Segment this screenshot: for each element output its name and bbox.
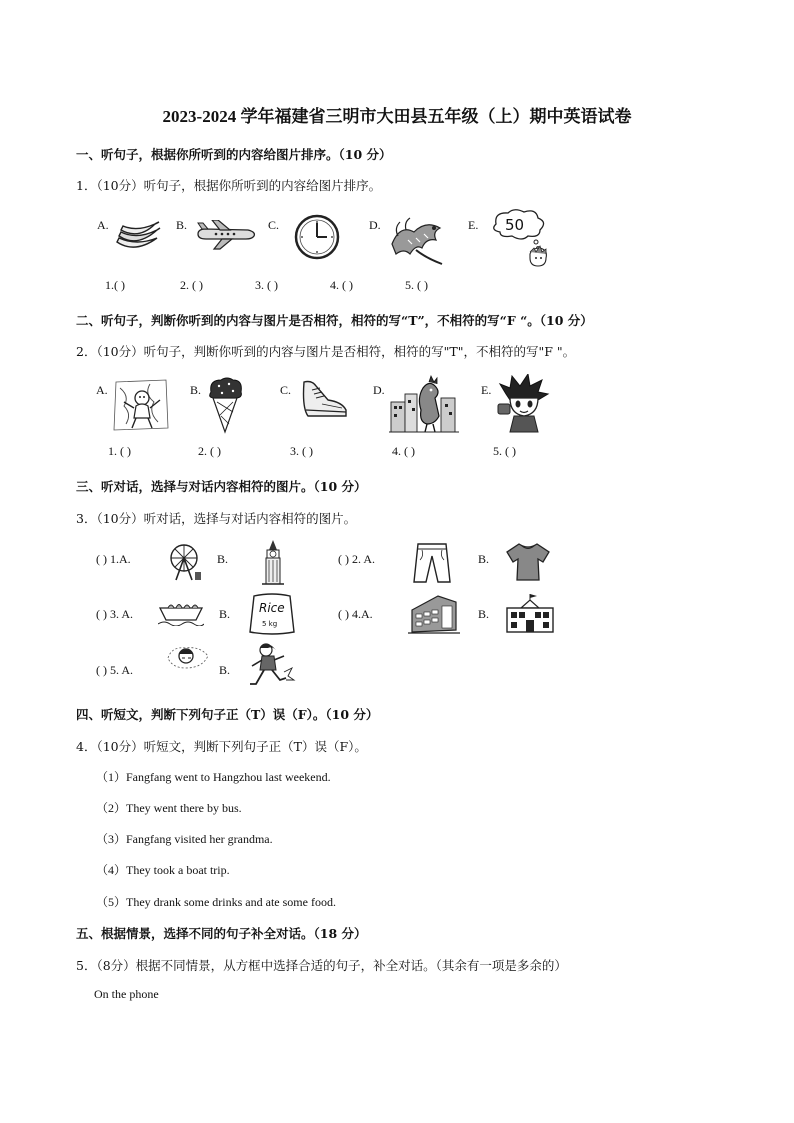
q3-item-5-b: B.: [219, 663, 231, 677]
question-5: 5．（8分）根据不同情景，从方框中选择合适的句子，补全对话。（其余有一项是多余的）: [76, 958, 567, 973]
q3-item-3-b: B.: [219, 607, 231, 621]
rice-bag-picture: [248, 592, 296, 636]
running-girl-picture: [246, 642, 296, 688]
rice-label: Rice: [259, 601, 285, 615]
q4-sentence-1: （1）Fangfang went to Hangzhou last weekend.: [96, 770, 331, 784]
q2-blank-5[interactable]: 5. ( ): [493, 444, 516, 458]
section-3-heading: 三、听对话，选择与对话内容相符的图片。（10 分）: [76, 479, 367, 494]
q2-blank-1[interactable]: 1. ( ): [108, 444, 131, 458]
q2-letter-a: A.: [96, 383, 108, 397]
q2-letter-d: D.: [373, 383, 385, 397]
section-1-heading: 一、听句子，根据你所听到的内容给图片排序。（10 分）: [76, 147, 392, 162]
q2-blank-4[interactable]: 4. ( ): [392, 444, 415, 458]
sneaker-picture: [298, 378, 350, 420]
q3-item-1-b: B.: [217, 552, 229, 566]
bubble-number: 50: [505, 216, 525, 234]
q1-letter-d: D.: [369, 218, 381, 232]
ice-cream-picture: [205, 376, 245, 434]
q2-letter-b: B.: [190, 383, 202, 397]
page-title: 2023-2024 学年福建省三明市大田县五年级（上）期中英语试卷: [162, 107, 632, 126]
big-ben-picture: [262, 540, 284, 586]
rooster-town-picture: [389, 374, 459, 436]
rice-weight-label: 5 kg: [262, 620, 278, 628]
section-4-heading: 四、听短文，判断下列句子正（T）误（F）。（10 分）: [76, 707, 379, 722]
cartoon-boy-picture: [496, 374, 552, 434]
q1-blank-1[interactable]: 1.( ): [105, 278, 125, 292]
airplane-picture: [194, 220, 258, 250]
q2-blank-2[interactable]: 2. ( ): [198, 444, 221, 458]
ferris-wheel-picture: [168, 542, 202, 582]
question-4: 4．（10分）听短文，判断下列句子正（T）误（F）。: [76, 739, 367, 754]
boat-picture: [158, 596, 204, 626]
building-picture: [408, 590, 460, 636]
trousers-picture: [412, 542, 452, 584]
question-3: 3．（10分）听对话，选择与对话内容相符的图片。: [76, 511, 357, 526]
q2-letter-c: C.: [280, 383, 292, 397]
q1-letter-a: A.: [97, 218, 109, 232]
q1-letter-c: C.: [268, 218, 280, 232]
q2-blank-3[interactable]: 3. ( ): [290, 444, 313, 458]
q1-blank-3[interactable]: 3. ( ): [255, 278, 278, 292]
q4-sentence-5: （5）They drank some drinks and ate some food.: [96, 895, 336, 909]
q1-blank-5[interactable]: 5. ( ): [405, 278, 428, 292]
q3-item-2-b: B.: [478, 552, 490, 566]
q3-item-2-number[interactable]: ( ) 2. A.: [338, 552, 375, 566]
bananas-picture: [113, 220, 161, 254]
q4-sentence-2: （2）They went there by bus.: [96, 801, 242, 815]
q1-blank-2[interactable]: 2. ( ): [180, 278, 203, 292]
q3-item-1-number[interactable]: ( ) 1.A.: [96, 552, 131, 566]
q1-blank-4[interactable]: 4. ( ): [330, 278, 353, 292]
q2-letter-e: E.: [481, 383, 492, 397]
sleeping-boy-picture: [164, 642, 212, 672]
section-2-heading: 二、听句子，判断你听到的内容与图片是否相符，相符的写“T”，不相符的写“F “。（10 分）: [76, 313, 593, 328]
speech-bubble-picture: [488, 208, 558, 270]
q4-sentence-4: （4）They took a boat trip.: [96, 863, 230, 877]
section-5-heading: 五、根据情景，选择不同的句子补全对话。（18 分）: [76, 926, 367, 941]
dragon-picture: [386, 214, 448, 266]
q4-sentence-3: （3）Fangfang visited her grandma.: [96, 832, 273, 846]
q3-item-4-number[interactable]: ( ) 4.A.: [338, 607, 373, 621]
school-picture: [505, 592, 555, 634]
monkey-map-picture: [110, 376, 172, 434]
clock-picture: [294, 214, 340, 260]
t-shirt-picture: [505, 542, 551, 582]
q1-letter-b: B.: [176, 218, 188, 232]
q3-item-4-b: B.: [478, 607, 490, 621]
q3-item-3-number[interactable]: ( ) 3. A.: [96, 607, 133, 621]
q5-scene-label: On the phone: [94, 987, 159, 1001]
q3-item-5-number[interactable]: ( ) 5. A.: [96, 663, 133, 677]
q1-letter-e: E.: [468, 218, 479, 232]
question-2: 2．（10分）听句子，判断你听到的内容与图片是否相符，相符的写"T"，不相符的写"F "。: [76, 344, 576, 359]
question-1: 1．（10分）听句子，根据你所听到的内容给图片排序。: [76, 178, 382, 193]
